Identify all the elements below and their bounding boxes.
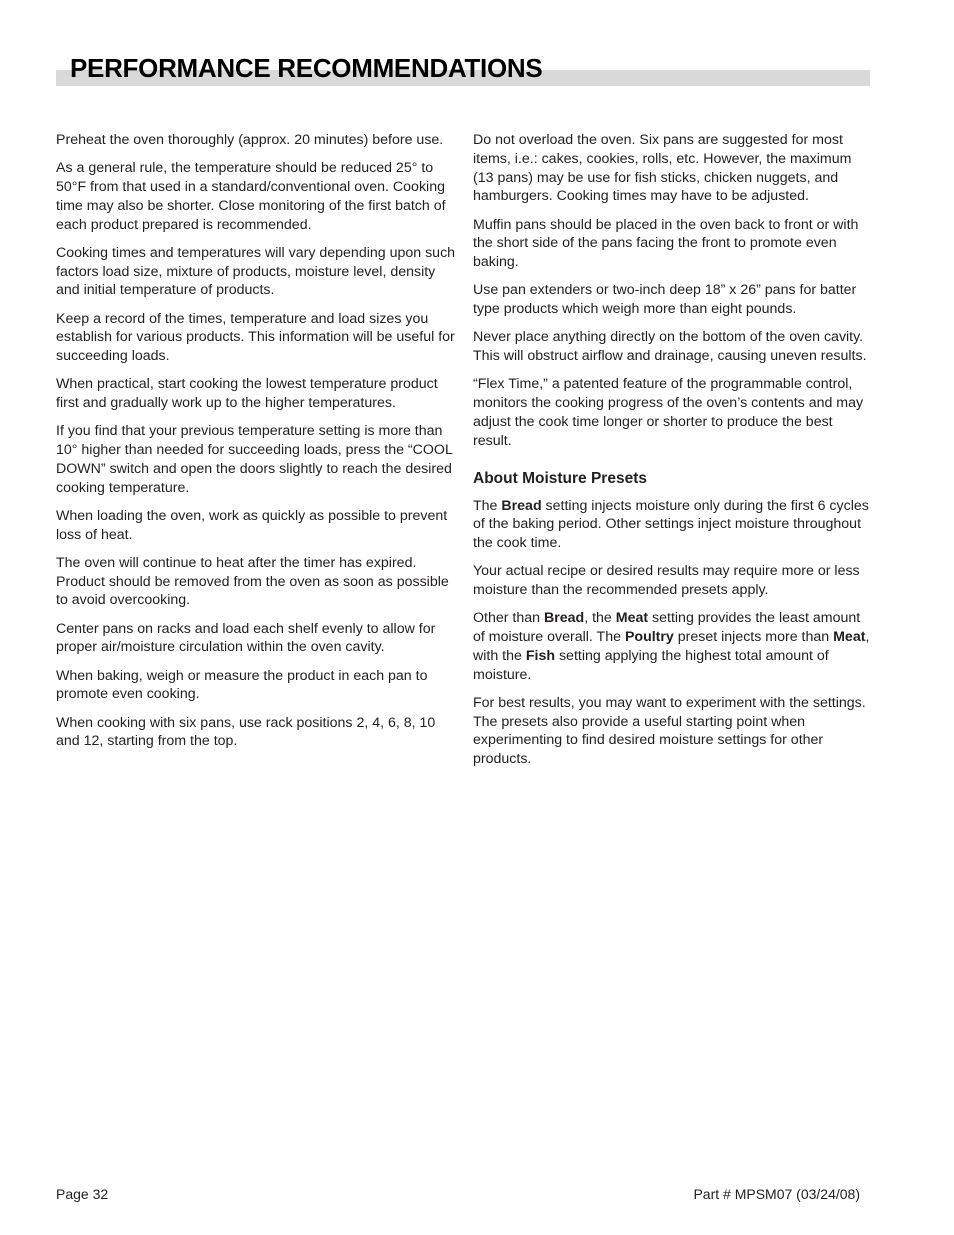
bold-term-bread: Bread <box>543 610 585 627</box>
paragraph-overload: Do not overload the oven. Six pans are suggested for most items, i.e.: cakes, cookies, rolls, etc. However, the maximum (13 pans) may be use for fish sticks, chicken nuggets, and hamburgers. Cooking times may have to be adjusted. <box>473 132 852 205</box>
text-run: Other than <box>473 610 544 627</box>
paragraph-muffin-pans: Muffin pans should be placed in the oven back to front or with the short side of the pans facing the front to promote even baking. <box>473 216 859 271</box>
paragraph-cool-down: If you find that your previous temperature setting is more than 10° higher than needed for succeeding loads, press the “COOL DOWN” switch and open the doors slightly to reach the desired cooking temperature. <box>56 423 453 496</box>
paragraph-flex-time: “Flex Time,” a patented feature of the programmable control, monitors the cooking progress of the oven’s contents and may adjust the cook time longer or shorter to produce the best result. <box>473 376 864 449</box>
paragraph-oven-bottom: Never place anything directly on the bottom of the oven cavity. This will obstruct airflow and drainage, causing uneven results. <box>473 329 867 365</box>
paragraph-timer: The oven will continue to heat after the timer has expired. Product should be removed from the oven as soon as possible to avoid overcooking. <box>56 554 449 609</box>
text-run: setting injects moisture only during the first 6 cycles of the baking period. Other settings inject moisture throughout the cook time. <box>473 497 869 552</box>
page-title: PERFORMANCE RECOMMENDATIONS <box>70 53 543 83</box>
page-number: Page 32 <box>56 1186 109 1202</box>
bold-term-poultry: Poultry <box>624 629 674 646</box>
paragraph-center-pans: Center pans on racks and load each shelf evenly to allow for proper air/moisture circulation within the oven cavity. <box>56 620 436 656</box>
paragraph-rack-positions: When cooking with six pans, use rack positions 2, 4, 6, 8, 10 and 12, starting from the top. <box>56 714 436 750</box>
right-column <box>473 131 873 778</box>
paragraph-lowest-temperature: When practical, start cooking the lowest temperature product first and gradually work up to the higher temperatures. <box>56 376 438 412</box>
left-column <box>56 131 456 761</box>
text-run: setting provides the least amount of moisture overall. The <box>473 610 861 646</box>
paragraph-actual-recipe: Your actual recipe or desired results may require more or less moisture than the recommended presets apply. <box>473 563 860 599</box>
text-run: , with the <box>473 629 870 664</box>
paragraph-weigh: When baking, weigh or measure the product in each pan to promote even cooking. <box>56 667 428 703</box>
paragraph-best-results: For best results, you may want to experiment with the settings. The presets also provide a useful starting point when experimenting to find desired moisture settings for other products. <box>473 694 866 768</box>
text-run: setting applying the highest total amount of moisture. <box>473 647 829 683</box>
paragraph-loading: When loading the oven, work as quickly as possible to prevent loss of heat. <box>56 507 448 543</box>
paragraph-pan-extenders: Use pan extenders or two-inch deep 18” x 26” pans for batter type products which weigh more than eight pounds. <box>473 282 857 318</box>
paragraph-preheat: Preheat the oven thoroughly (approx. 20 minutes) before use. <box>56 132 444 148</box>
bold-term-meat: Meat <box>615 610 649 627</box>
bold-term-meat: Meat <box>833 629 866 646</box>
text-run: , the <box>584 610 616 627</box>
paragraph-preset-comparison <box>473 609 873 684</box>
bold-term-fish: Fish <box>525 647 556 664</box>
paragraph-temperature-rule: As a general rule, the temperature should be reduced 25° to 50°F from that used in a standard/conventional oven. Cooking time may also be shorter. Close monitoring of the first batch of each product prepared is recommended. <box>56 160 446 233</box>
moisture-presets-heading: About Moisture Presets <box>473 469 647 487</box>
paragraph-bread-setting <box>473 497 873 553</box>
bold-term-bread: Bread <box>501 497 542 514</box>
text-run: The <box>473 497 502 514</box>
text-run: preset injects more than <box>673 629 834 646</box>
paragraph-cooking-times: Cooking times and temperatures will vary depending upon such factors load size, mixture of products, moisture level, density and initial temperature of products. <box>56 244 456 299</box>
part-number: Part # MPSM07 (03/24/08) <box>693 1186 860 1202</box>
paragraph-keep-record: Keep a record of the times, temperature and load sizes you establish for various products. This information will be useful for succeeding loads. <box>56 310 455 365</box>
